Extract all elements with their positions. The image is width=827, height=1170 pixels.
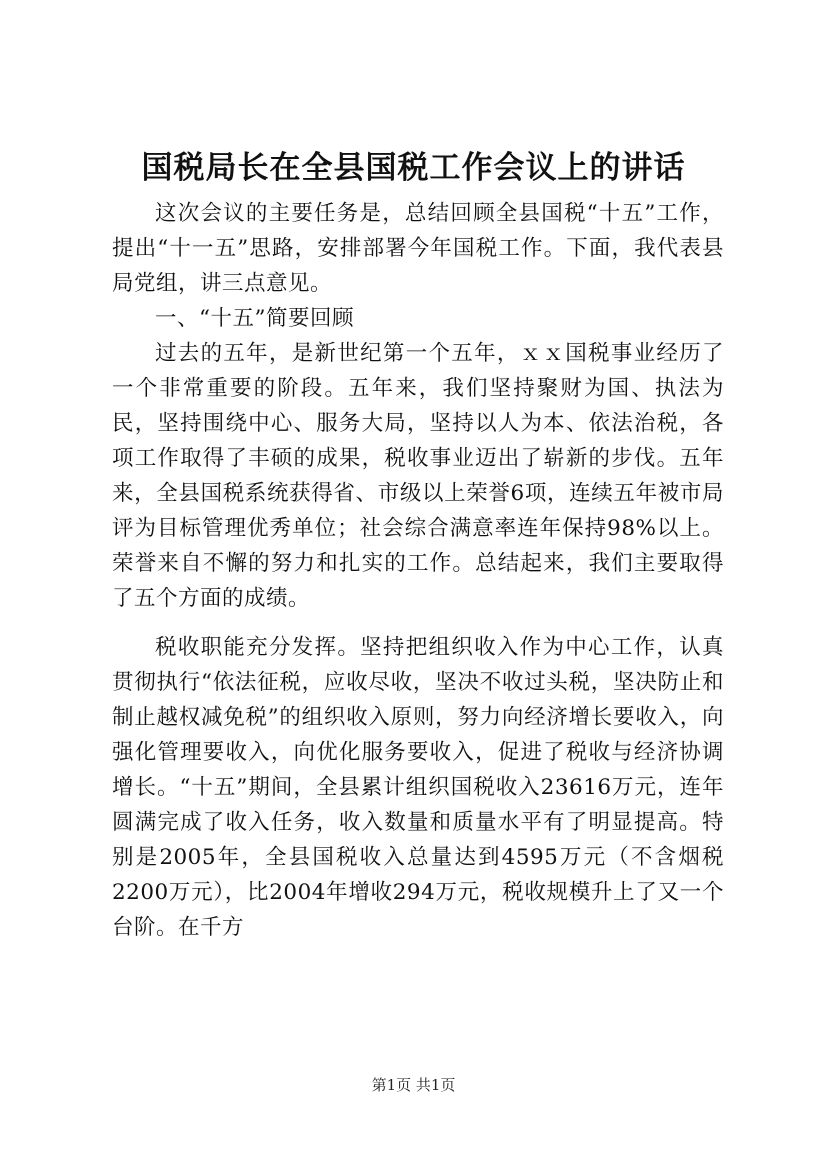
page-footer: 第1页 共1页 xyxy=(371,1076,456,1094)
document-title: 国税局长在全县国税工作会议上的讲话 xyxy=(141,150,686,186)
document-body xyxy=(112,196,724,945)
section-heading: 一、“十五”简要回顾 xyxy=(155,306,354,331)
paragraph-tax-function: 税收职能充分发挥。坚持把组织收入作为中心工作，认真贯彻执行“依法征税，应收尽收，坚决不收过头税，坚决防止和制止越权减免税”的组织收入原则，努力向经济增长要收入，向强化管理要收入，向优化服务要收入，促进了税收与经济协调增长。“十五”期间，全县累计组织国税收入23616万元，连年圆满完成了收入任务，收入数量和质量水平有了明显提高。特别是2005年，全县国税收入总量达到4595万元（不含烟税2200万元），比2004年增收294万元，税收规模升上了又一个台阶。在千方 xyxy=(112,635,724,940)
paragraph-intro: 这次会议的主要任务是，总结回顾全县国税“十五”工作，提出“十一五”思路，安排部署今年国税工作。下面，我代表县局党组，讲三点意见。 xyxy=(112,201,724,296)
paragraph-review: 过去的五年，是新世纪第一个五年，ｘｘ国税事业经历了一个非常重要的阶段。五年来，我们坚持聚财为国、执法为民，坚持围绕中心、服务大局，坚持以人为本、依法治税，各项工作取得了丰硕的成果，税收事业迈出了崭新的步伐。五年来，全县国税系统获得省、市级以上荣誉6项，连续五年被市局评为目标管理优秀单位；社会综合满意率连年保持98%以上。荣誉来自不懈的努力和扎实的工作。总结起来，我们主要取得了五个方面的成绩。 xyxy=(112,341,724,611)
